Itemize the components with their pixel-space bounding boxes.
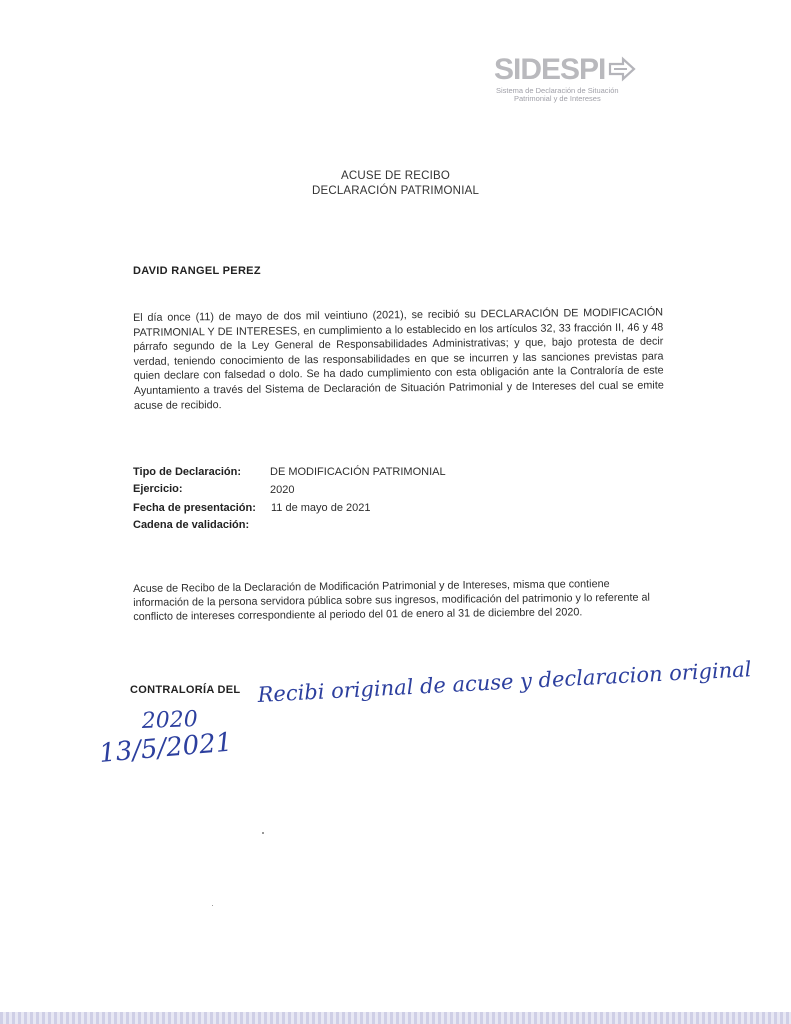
handwritten-line2: 2020 [141, 707, 199, 734]
signature-label: CONTRALORÍA DEL [130, 684, 241, 696]
field-label: Tipo de Declaración: [133, 466, 241, 478]
handwritten-line3: 13/5/2021 [97, 727, 234, 769]
recipient-name: DAVID RANGEL PEREZ [133, 265, 261, 277]
logo-subtitle-line2: Patrimonial y de Intereses [514, 94, 601, 103]
field-value: 11 de mayo de 2021 [271, 502, 371, 514]
closing-paragraph: Acuse de Recibo de la Declaración de Modificación Patrimonial y de Intereses, misma que contiene información de la persona servidora pública sobre sus ingresos, modificación del patrimonio y lo referente al conflicto de intereses correspondiente al periodo del 01 de enero al 31 de diciembre del 2020. [133, 578, 650, 624]
field-label: Cadena de validación: [133, 519, 250, 531]
logo-subtitle-line1: Sistema de Declaración de Situación [496, 86, 619, 95]
scan-speck [262, 832, 264, 834]
document-title-line2: DECLARACIÓN PATRIMONIAL [311, 185, 480, 197]
body-paragraph: El día once (11) de mayo de dos mil veintiuno (2021), se recibió su DECLARACIÓN DE MODIFICACIÓN PATRIMONIAL Y DE INTERESES, en cumplimiento a lo establecido en los artículos 32, 33 fracción II, 46 y 48 párrafo segundo de la Ley General de Responsabilidades Administrativas; y que, bajo protesta de decir verdad, teniendo conocimiento de las responsabilidades en que se incurren y las sanciones previstas para quien declare con falsedad o dolo. Se ha dado cumplimiento con esta obligación ante la Contraloría de este Ayuntamiento a través del Sistema de Declaración de Situación Patrimonial y de Intereses del cual se emite acuse de recibido. [133, 306, 664, 412]
field-value: DE MODIFICACIÓN PATRIMONIAL [270, 466, 446, 478]
scan-speck [212, 905, 213, 906]
field-value: 2020 [270, 484, 295, 496]
document-title-line1: ACUSE DE RECIBO [340, 170, 451, 182]
field-label: Fecha de presentación: [133, 502, 256, 514]
scan-edge [0, 1012, 791, 1024]
handwritten-line1: Recibi original de acuse y declaracion original [257, 657, 752, 707]
field-label: Ejercicio: [133, 483, 183, 495]
logo-text: SIDESPI [494, 53, 606, 86]
